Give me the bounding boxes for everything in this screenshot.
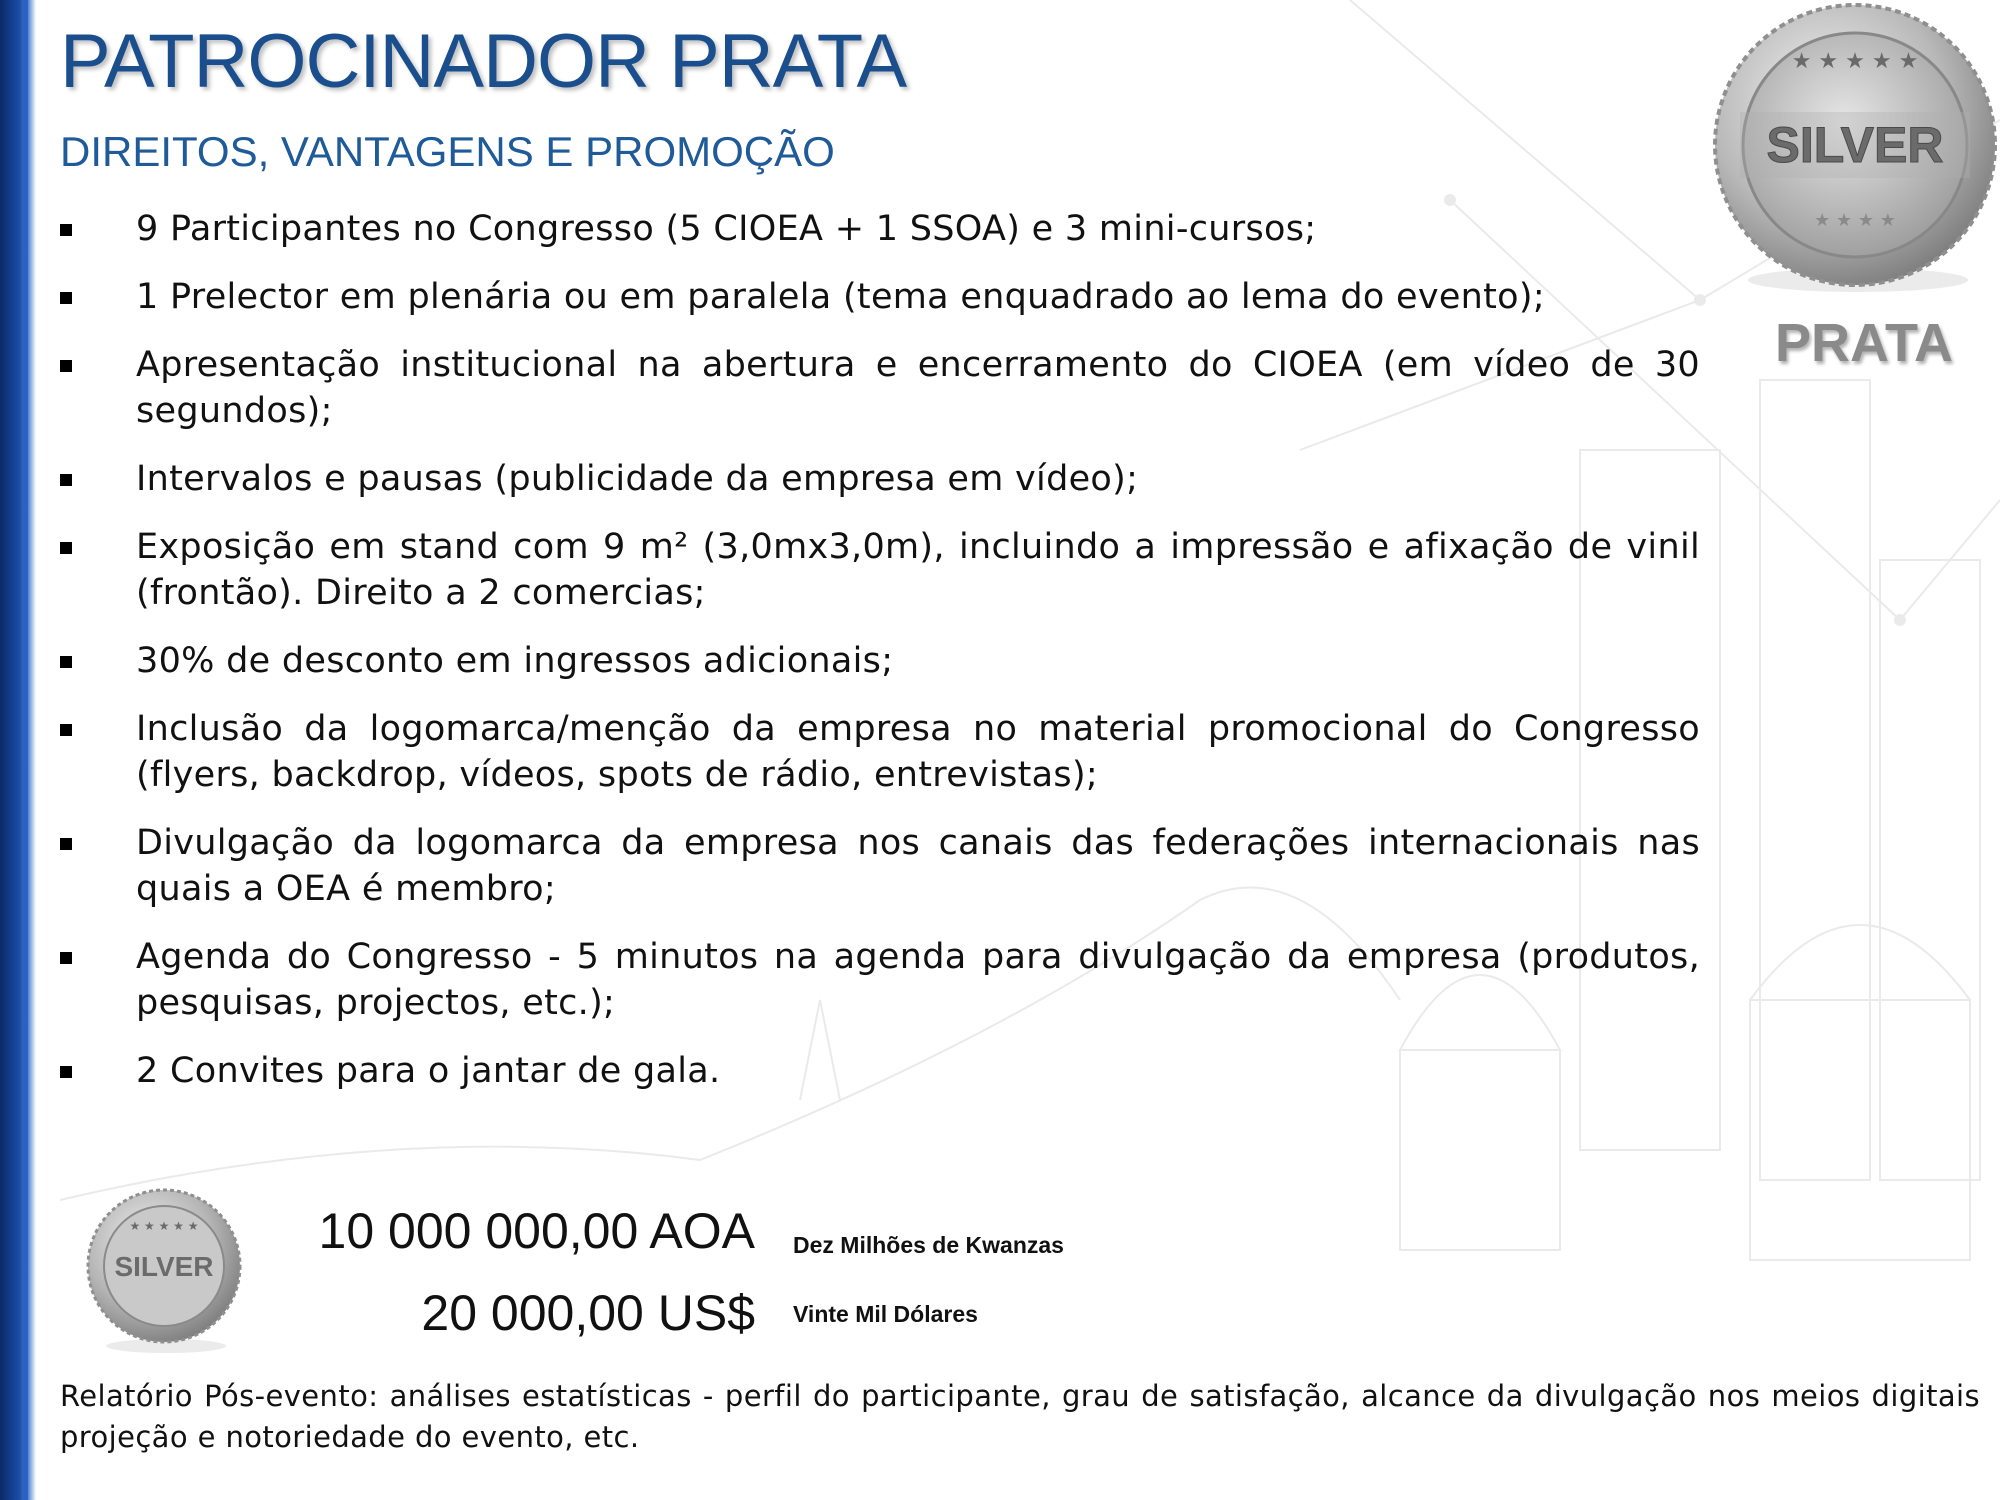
benefit-text: Apresentação institucional na abertura e encerramento do CIOEA (em vídeo de 30 segundos); [136,345,1700,431]
price-usd: 20 000,00 US$ [421,1285,755,1341]
bullet-icon [60,1066,72,1078]
list-item [60,274,1700,320]
list-item [60,820,1700,912]
list-item [60,706,1700,798]
benefit-text: Divulgação da logomarca da empresa nos canais das federações internacionais nas quais a OEA é membro; [136,823,1700,909]
benefit-text: Inclusão da logomarca/menção da empresa no material promocional do Congresso (flyers, backdrop, vídeos, spots de rádio, entrevistas); [136,709,1700,795]
list-item [60,342,1700,434]
list-item [60,206,1700,252]
bullet-icon [60,292,72,304]
list-item [60,638,1700,684]
benefit-text: 30% de desconto em ingressos adicionais; [136,641,894,681]
bullet-icon [60,474,72,486]
page-subtitle: DIREITOS, VANTAGENS E PROMOÇÃO [60,128,835,175]
svg-text:★ ★ ★ ★ ★: ★ ★ ★ ★ ★ [1791,49,1919,74]
benefit-text: 9 Participantes no Congresso (5 CIOEA + 1 SSOA) e 3 mini-cursos; [136,209,1317,249]
bullet-icon [60,360,72,372]
benefit-text: Agenda do Congresso - 5 minutos na agenda para divulgação da empresa (produtos, pesquisas, projectos, etc.); [136,937,1700,1023]
small-medal-text: SILVER [114,1251,214,1282]
page-title: PATROCINADOR PRATA [60,19,907,104]
silver-medal-icon [1710,0,2000,300]
medal-text: SILVER [1766,117,1944,173]
tier-label: PRATA [1775,313,1953,373]
benefit-text: 1 Prelector em plenária ou em paralela (tema enquadrado ao lema do evento); [136,277,1545,317]
bullet-icon [60,838,72,850]
benefit-text: 2 Convites para o jantar de gala. [136,1051,721,1091]
benefit-text: Intervalos e pausas (publicidade da empresa em vídeo); [136,459,1139,499]
benefits-list [60,206,1700,1116]
list-item [60,524,1700,616]
svg-text:★ ★ ★ ★: ★ ★ ★ ★ [1814,210,1896,231]
bullet-icon [60,542,72,554]
left-accent-stripe [22,0,28,1500]
price-usd-words: Vinte Mil Dólares [793,1301,978,1327]
list-item [60,1048,1700,1094]
bullet-icon [60,952,72,964]
price-aoa: 10 000 000,00 AOA [318,1203,755,1259]
left-accent-bar [0,0,36,1500]
bullet-icon [60,724,72,736]
price-aoa-words: Dez Milhões de Kwanzas [793,1232,1064,1258]
list-item [60,456,1700,502]
silver-medal-small-icon [84,1186,244,1356]
bullet-icon [60,656,72,668]
benefit-text: Exposição em stand com 9 m² (3,0mx3,0m), incluindo a impressão e afixação de vinil (frontão). Direito a 2 comercias; [136,527,1700,613]
bullet-icon [60,224,72,236]
footer-note: Relatório Pós-evento: análises estatísticas - perfil do participante, grau de satisfação, alcance da divulgação nos meios digitais projeção e notoriedade do evento, etc. [60,1379,1980,1454]
svg-text:★ ★ ★ ★ ★: ★ ★ ★ ★ ★ [129,1219,199,1233]
list-item [60,934,1700,1026]
